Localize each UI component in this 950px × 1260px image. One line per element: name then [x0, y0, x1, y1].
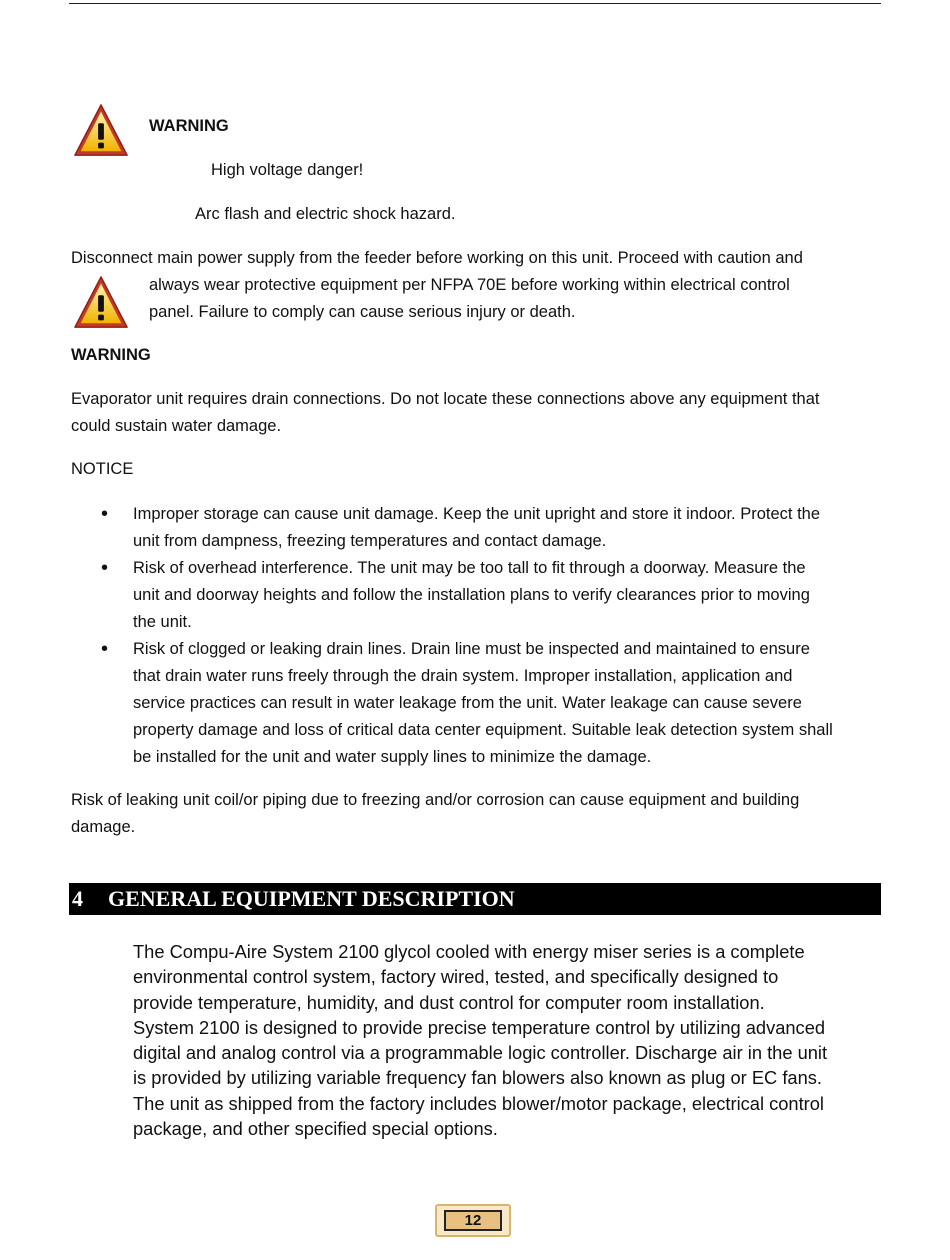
list-item	[71, 555, 881, 636]
warning-text-line: panel. Failure to comply can cause serious injury or death.	[149, 303, 576, 321]
warning-line: High voltage danger!	[211, 161, 364, 179]
notice-list	[71, 501, 881, 771]
description-line: The Compu-Aire System 2100 glycol cooled with energy miser series is a complete	[133, 941, 805, 962]
list-item	[71, 501, 881, 555]
list-item	[71, 636, 881, 771]
list-item-line: service practices can result in water leakage from the unit. Water leakage can cause severe	[133, 694, 802, 712]
description-line: The unit as shipped from the factory includes blower/motor package, electrical control	[133, 1092, 824, 1114]
list-item-line: be installed for the unit and water supply lines to minimize the damage.	[133, 748, 652, 766]
description-paragraph	[133, 939, 878, 1141]
description-line: digital and analog control via a programmable logic controller. Discharge air in the unit	[133, 1042, 828, 1064]
section-heading	[69, 883, 881, 915]
warning-label: WARNING	[71, 346, 151, 364]
description-line: provide temperature, humidity, and dust control for computer room installation.	[133, 991, 765, 1013]
list-item-line: • Risk of overhead interference. The unit may be too tall to fit through a doorway. Measure the	[133, 559, 806, 577]
warning-text-line: Disconnect main power supply from the feeder before working on this unit. Proceed with caution and	[71, 249, 803, 267]
section-title: GENERAL EQUIPMENT DESCRIPTION	[108, 886, 515, 911]
risk-paragraph-line: damage.	[71, 818, 136, 836]
drain-warning-line: could sustain water damage.	[71, 417, 282, 435]
page-number-badge	[435, 1204, 511, 1237]
list-item-line: • Risk of clogged or leaking drain lines. Drain line must be inspected and maintained to ensure	[133, 640, 810, 658]
description-line: System 2100 is designed to provide precise temperature control by utilizing advanced	[133, 1016, 826, 1038]
description-line: is provided by utilizing variable frequency fan blowers also known as plug or EC fans.	[133, 1067, 822, 1089]
list-item-line: that drain water runs freely through the drain system. Improper installation, application and	[133, 667, 793, 685]
warning-text-line: always wear protective equipment per NFPA 70E before working within electrical control	[149, 276, 790, 294]
page-number: 12	[444, 1210, 502, 1231]
section-number: 4	[72, 886, 83, 911]
warning-triangle-icon	[72, 274, 130, 332]
list-item-line: property damage and loss of critical data center equipment. Suitable leak detection system shall	[133, 721, 833, 739]
description-line: environmental control system, factory wired, tested, and specifically designed to	[133, 966, 779, 988]
list-item-line: unit from dampness, freezing temperatures and contact damage.	[133, 532, 607, 550]
description-line: package, and other specified special options.	[133, 1118, 498, 1140]
warning-label: WARNING	[149, 117, 229, 135]
warning-line: Arc flash and electric shock hazard.	[195, 205, 456, 223]
warning-triangle-icon	[72, 102, 130, 160]
list-item-line: • Improper storage can cause unit damage. Keep the unit upright and store it indoor. Protect the	[133, 505, 821, 523]
notice-label: NOTICE	[71, 460, 134, 478]
list-item-line: unit and doorway heights and follow the installation plans to verify clearances prior to moving	[133, 586, 810, 604]
risk-paragraph-line: Risk of leaking unit coil/or piping due to freezing and/or corrosion can cause equipment and building	[71, 791, 800, 809]
header-rule	[69, 3, 881, 4]
drain-warning-line: Evaporator unit requires drain connections. Do not locate these connections above any equipment that	[71, 390, 820, 408]
list-item-line: the unit.	[133, 613, 192, 631]
